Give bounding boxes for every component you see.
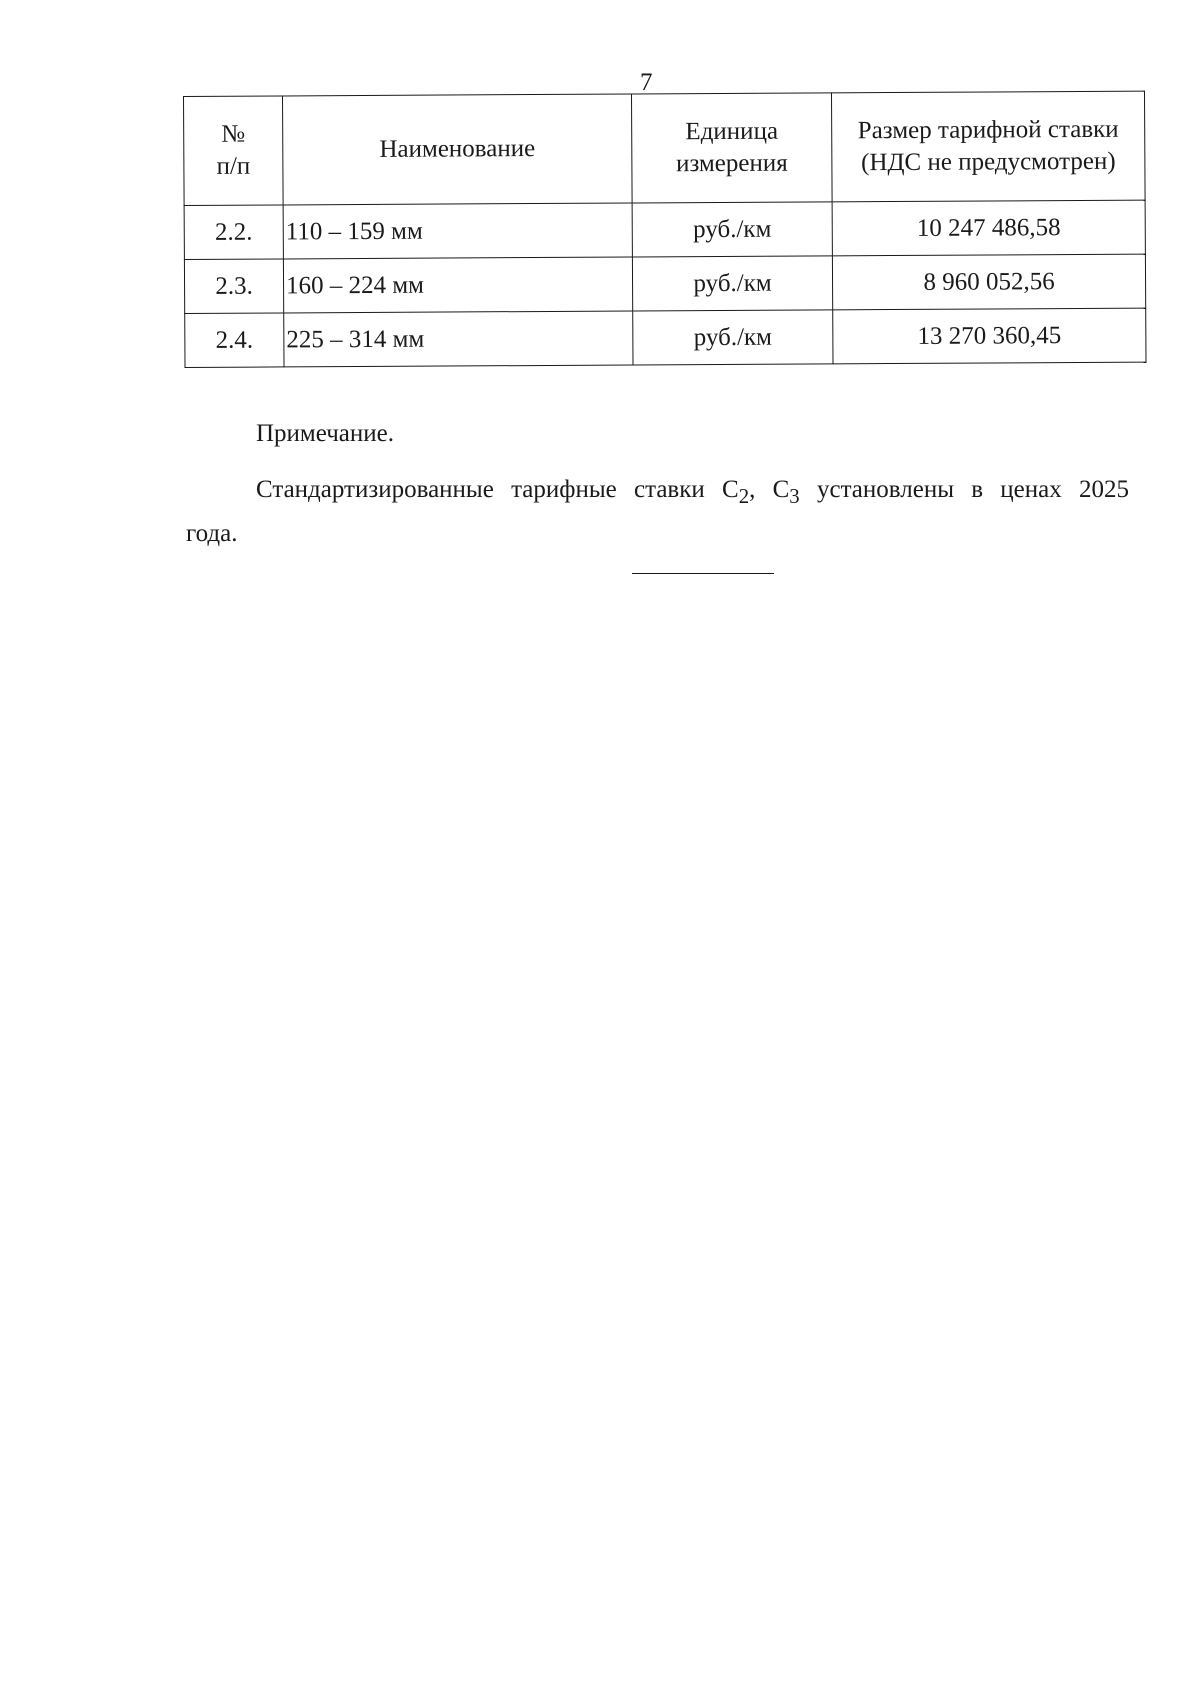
row-name: 160 – 224 мм xyxy=(283,257,632,313)
row-name: 225 – 314 мм xyxy=(284,311,633,367)
row-number: 2.2. xyxy=(184,205,283,260)
row-rate: 8 960 052,56 xyxy=(832,254,1145,310)
tariff-table xyxy=(183,91,1147,368)
table-row xyxy=(184,254,1145,313)
note-body xyxy=(186,471,1129,553)
header-name: Наименование xyxy=(283,94,633,205)
row-rate: 10 247 486,58 xyxy=(832,200,1145,256)
table-row xyxy=(185,308,1146,367)
note-text-middle: , С xyxy=(749,476,790,503)
end-of-document-rule xyxy=(632,573,774,574)
c2-subscript: 2 xyxy=(738,484,750,508)
page-number: 7 xyxy=(640,69,653,96)
header-rate: Размер тарифной ставки (НДС не предусмотрен) xyxy=(831,91,1145,202)
row-number: 2.4. xyxy=(185,313,284,368)
row-unit: руб./км xyxy=(632,256,832,311)
row-number: 2.3. xyxy=(184,259,283,314)
note-text-end: установлены в ценах 2025 года. xyxy=(186,476,1130,547)
note-title: Примечание. xyxy=(256,420,395,447)
header-number: № п/п xyxy=(184,96,284,206)
c3-subscript: 3 xyxy=(789,484,800,508)
row-rate: 13 270 360,45 xyxy=(833,308,1146,364)
table-row xyxy=(184,200,1145,259)
header-unit: Единица измерения xyxy=(631,93,832,203)
note-text-start: Стандартизированные тарифные ставки С xyxy=(256,476,739,503)
row-unit: руб./км xyxy=(632,202,832,257)
row-name: 110 – 159 мм xyxy=(283,203,632,259)
row-unit: руб./км xyxy=(633,310,833,365)
table-header-row xyxy=(184,91,1146,205)
